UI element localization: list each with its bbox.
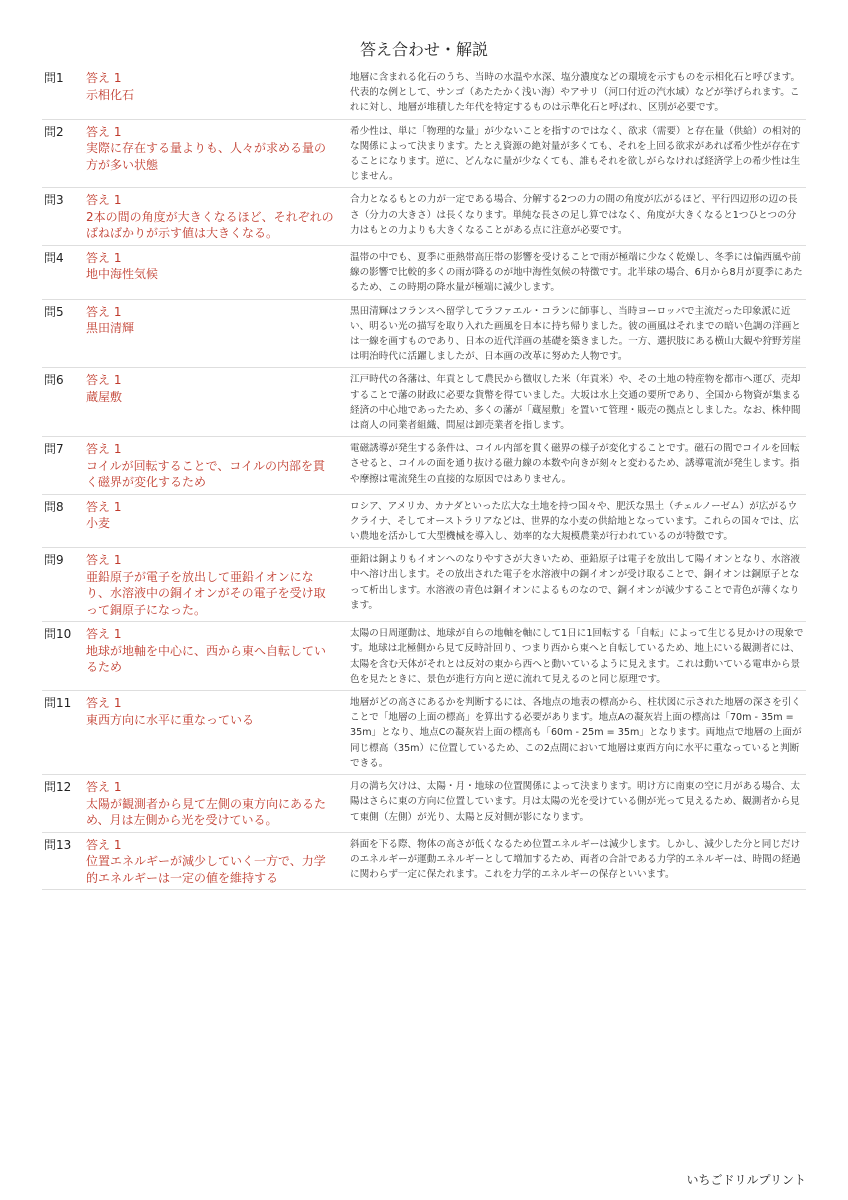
explanation-text: 電磁誘導が発生する条件は、コイル内部を貫く磁界の様子が変化することです。磁石の間でコイルを回転させると、コイルの面を通り抜ける磁力線の本数や向きが刻々と変わるため、誘導電流が発生します。指や摩擦は電流発生の直接的な原因ではありません。 [350,443,800,485]
answer-label: 答え 1 [86,780,122,795]
answer-row [42,495,806,549]
answer-text: 位置エネルギーが減少していく一方で、力学的エネルギーは一定の値を維持する [86,854,326,885]
explanation-text: 江戸時代の各藩は、年貢として農民から徴収した米（年貢米）や、その土地の特産物を都市へ運び、売却することで藩の財政に必要な貨幣を得ていました。大坂は水上交通の要所であり、全国から物資が集まる経済の中心地であったため、多くの藩が「蔵屋敷」を置いて管理・販売の拠点としました。なお、株仲間は商人の同業者組織、問屋は卸売業者を指します。 [350,374,801,431]
answer-label: 答え 1 [86,250,122,265]
answer-cell [82,499,336,545]
page-title: 答え合わせ・解説 [359,40,488,59]
question-number: 問11 [44,696,72,711]
answer-text: コイルが回転することで、コイルの内部を貫く磁界が変化するため [86,458,326,490]
answer-text: 小麦 [86,516,111,531]
answer-text: 地球が地軸を中心に、西から東へ自転しているため [86,643,327,675]
answer-cell [82,695,336,771]
question-number: 問10 [44,627,72,642]
explanation-text: ロシア、アメリカ、カナダといった広大な土地を持つ国々や、肥沃な黒土（チェルノーゼム）が広がるウクライナ、そしてオーストラリアなどは、世界的な小麦の供給地となっています。これらの国々では、広い農地を活かして大型機械を導入し、効率的な大規模農業が行われているのが特徴です。 [350,500,799,543]
explanation-text: 地層がどの高さにあるかを判断するには、各地点の地表の標高から、柱状図に示された地層の深さを引くことで「地層の上面の標高」を算出する必要があります。地点Aの凝灰岩上面の標高は「70m - 35m = 35m」となり、地点Cの凝灰岩上面の標高も「60m - 25m = 35m」となります。両地点で地層の上面が同じ標高（35m）に位置しているため、この2点間において地層は東西方向に水平に重なっていると判断できる。 [350,697,802,769]
question-number: 問13 [44,837,72,852]
answer-row [42,622,806,691]
explanation-text: 黒田清輝はフランスへ留学してラファエル・コランに師事し、当時ヨーロッパで主流だった印象派に近い、明るい光の描写を取り入れた画風を日本に持ち帰りました。彼の画風はそれまでの暗い色調の洋画とは一線を画すものであり、日本の近代洋画の基礎を築きました。一方、選択肢にある横山大観や狩野芳崖は明治時代に活躍しましたが、日本画の改革に努めた人物です。 [350,305,801,363]
answer-row [42,246,806,300]
answer-text: 地中海性気候 [86,267,159,282]
question-number: 問7 [44,442,64,457]
answer-cell [82,124,336,185]
answer-cell [82,779,336,829]
answer-label: 答え 1 [86,696,122,711]
explanation-text: 温帯の中でも、夏季に亜熱帯高圧帯の影響を受けることで雨が極端に少なく乾燥し、冬季には偏西風や前線の影響で比較的多くの雨が降るのが地中海性気候の特徴です。北半球の場合、6月から8月が夏季にあたるため、この時期の降水量が極端に減少します。 [350,251,803,294]
explanation-text: 地層に含まれる化石のうち、当時の水温や水深、塩分濃度などの環境を示すものを示相化石と呼びます。代表的な例として、サンゴ（あたたかく浅い海）やアサリ（河口付近の汽水域）などが挙げられます。これに対し、地層が堆積した年代を特定するものは示準化石と呼ばれ、区別が必要です。 [350,72,801,114]
answer-row [42,833,806,891]
answer-row [42,188,806,246]
question-number: 問12 [44,780,72,795]
answer-text: 東西方向に水平に重なっている [86,712,255,727]
answer-row [42,775,806,833]
answer-label: 答え 1 [86,193,122,208]
answer-label: 答え 1 [86,442,122,457]
explanation-text: 合力となるもとの力が一定である場合、分解する2つの力の間の角度が広がるほど、平行四辺形の辺の長さ（分力の大きさ）は長くなります。単純な長さの足し算ではなく、角度が大きくなると1つひとつの分力はもとの力よりも大きくなることがある点に注意が必要です。 [350,194,798,236]
answer-label: 答え 1 [86,304,122,319]
answer-text: 実際に存在する量よりも、人々が求める量の方が多い状態 [86,141,327,172]
explanation-text: 月の満ち欠けは、太陽・月・地球の位置関係によって決まります。明け方に南東の空に月がある場合、太陽はさらに東の方向に位置しています。月は太陽の光を受けている側が光って見えるため、観測者から見て東側（左側）が光り、太陽と反対側が影になります。 [350,781,801,823]
answer-cell [82,304,336,365]
answer-text: 太陽が観測者から見て左側の東方向にあるため、月は左側から光を受けている。 [86,796,327,828]
answer-text: 示相化石 [86,87,135,102]
question-number: 問9 [44,553,64,568]
explanation-text: 斜面を下る際、物体の高さが低くなるため位置エネルギーは減少します。しかし、減少した分と同じだけのエネルギーが運動エネルギーとして増加するため、両者の合計である力学的エネルギーは、時間の経過に関わらず一定に保たれます。これを力学的エネルギーの保存といいます。 [350,838,801,880]
answer-row [42,66,806,120]
answer-cell [82,192,336,242]
answer-cell [82,70,336,116]
explanation-text: 太陽の日周運動は、地球が自らの地軸を軸にして1日に1回転する「自転」によって生じる見かけの現象です。地球は北極側から見て反時計回り、つまり西から東へと自転しているため、地上にいる観測者には、太陽を含む天体がそれとは反対の東から西へと動いているように見えます。これは動いている電車から景色を見たときに、景色が進行方向と逆に流れて見えるのと同じ原理です。 [350,628,804,685]
answer-row [42,437,806,495]
answer-label: 答え 1 [86,71,122,85]
question-number: 問6 [44,373,64,388]
answer-text: 2本の間の角度が大きくなるほど、それぞれのばねばかりが示す値は大きくなる。 [86,209,334,241]
question-number: 問5 [44,304,64,319]
question-number: 問4 [44,250,64,265]
explanation-text: 亜鉛は銅よりもイオンへのなりやすさが大きいため、亜鉛原子は電子を放出して陽イオンとなり、水溶液中へ溶け出します。その放出された電子を水溶液中の銅イオンが受け取ることで、銅イオンは銅原子となって析出します。水溶液の青色は銅イオンによるものなので、銅イオンが減少することで青色が薄くなります。 [350,554,800,611]
answer-cell [82,626,336,687]
answer-row [42,368,806,437]
answer-row [42,548,806,622]
answer-row [42,691,806,775]
question-number: 問2 [44,124,64,139]
answer-text: 蔵屋敷 [86,389,123,404]
question-number: 問3 [44,193,64,208]
answer-table [42,66,806,890]
answer-cell [82,250,336,296]
question-number: 問8 [44,499,64,514]
answer-cell [82,441,336,491]
answer-label: 答え 1 [86,553,122,568]
answer-cell [82,372,336,433]
answer-label: 答え 1 [86,373,122,388]
answer-row [42,120,806,189]
answer-text: 亜鉛原子が電子を放出して亜鉛イオンになり、水溶液中の銅イオンがその電子を受け取って銅原子になった。 [86,569,326,617]
answer-label: 答え 1 [86,499,122,514]
answer-text: 黒田清輝 [86,321,135,336]
answer-label: 答え 1 [86,837,122,852]
answer-cell [82,552,336,618]
footer-brand: いちごドリルプリント [686,1173,806,1187]
question-number: 問1 [44,71,64,85]
answer-cell [82,837,336,887]
answer-row [42,300,806,369]
answer-label: 答え 1 [86,627,122,642]
explanation-text: 希少性は、単に「物理的な量」が少ないことを指すのではなく、欲求（需要）と存在量（供給）の相対的な関係によって決まります。たとえ資源の絶対量が多くても、それを上回る欲求があれば希少性が存在することになります。逆に、どんなに量が少なくても、誰もそれを欲しがらなければ経済学上の希少性は生じません。 [350,125,801,183]
answer-label: 答え 1 [86,124,122,139]
